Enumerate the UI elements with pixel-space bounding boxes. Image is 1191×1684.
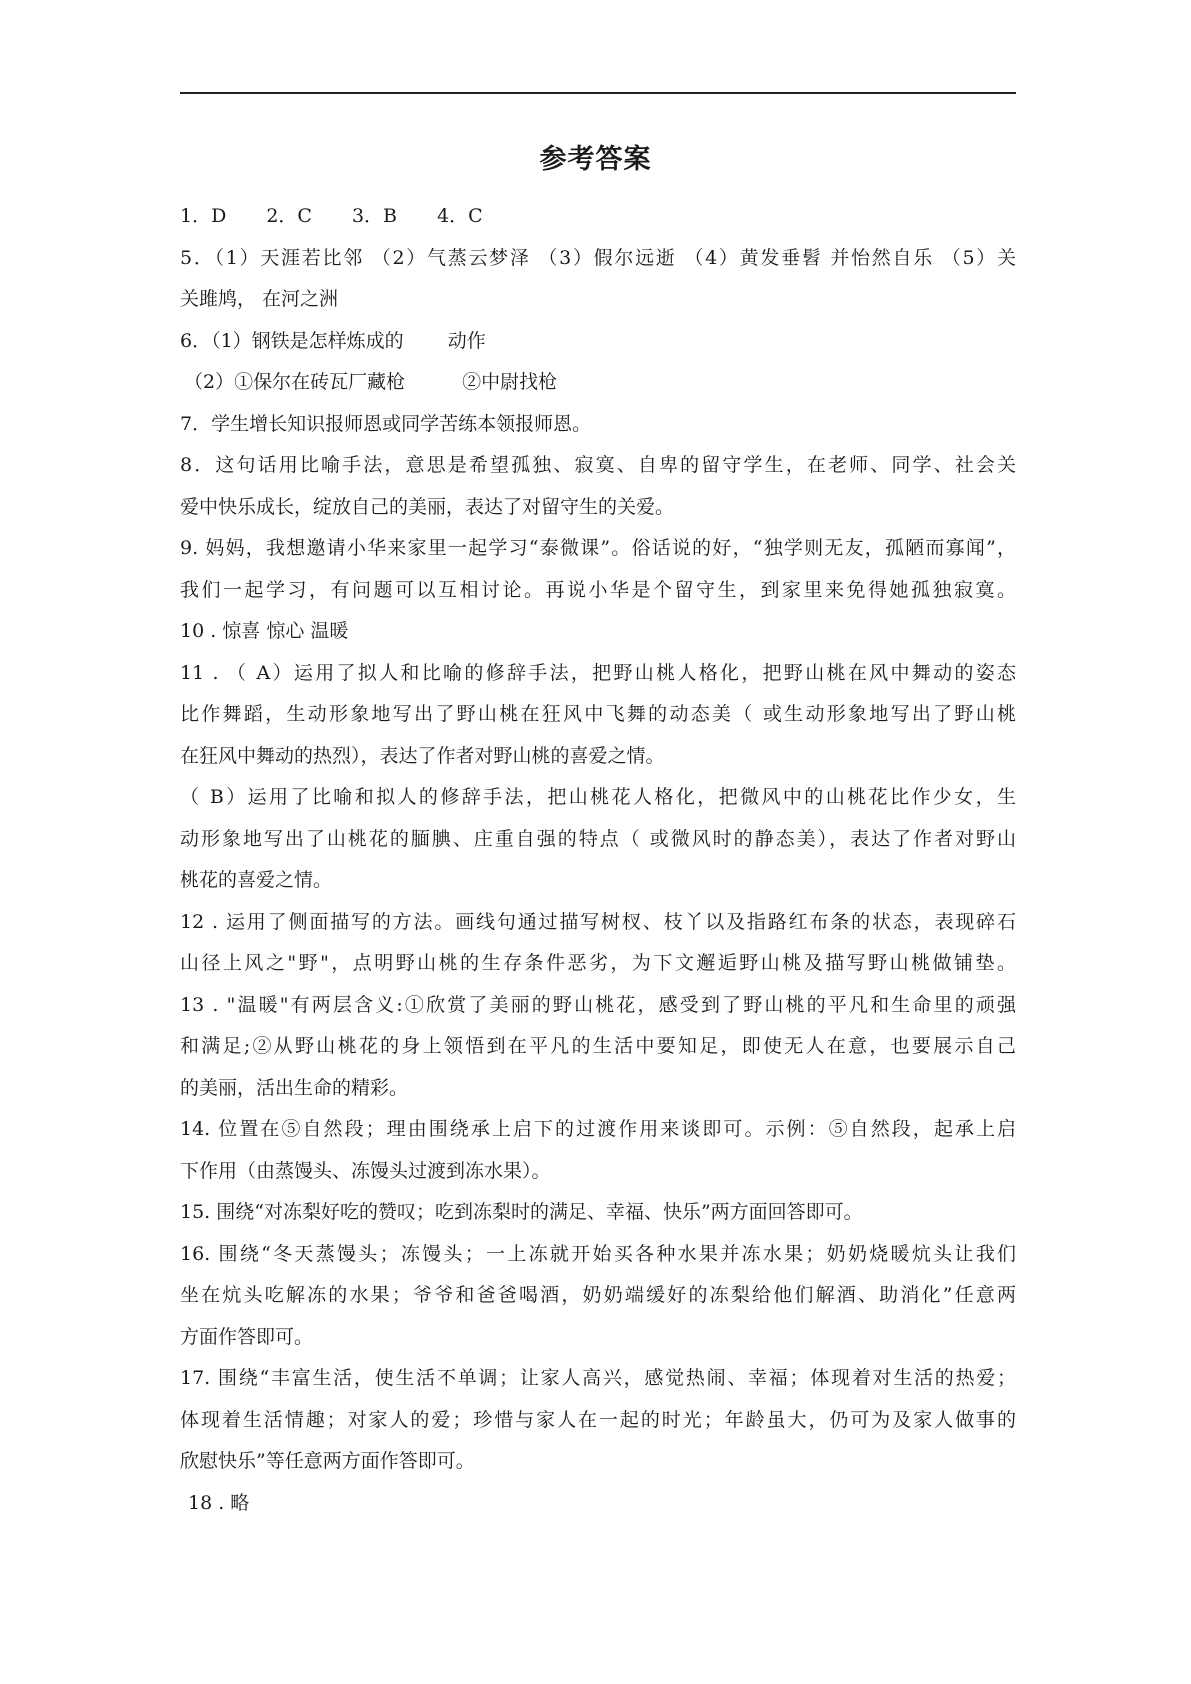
answer-line: 11 . （ A）运用了拟人和比喻的修辞手法，把野山桃人格化，把野山桃在风中舞动的姿态 bbox=[180, 661, 1016, 684]
answer-line: 10 . 惊喜 惊心 温暖 bbox=[180, 620, 349, 642]
answer-line: 山径上风之"野"，点明野山桃的生存条件恶劣，为下文邂逅野山桃及描写野山桃做铺垫。 bbox=[180, 952, 1016, 974]
answer-3: 3．B bbox=[351, 205, 398, 227]
answer-line: 16. 围绕“冬天蒸馒头；冻馒头；一上冻就开始买各种水果并冻水果；奶奶烧暖炕头让我们 bbox=[180, 1242, 1016, 1265]
answer-line: 15. 围绕“对冻梨好吃的赞叹；吃到冻梨时的满足、幸福、快乐”两方面回答即可。 bbox=[180, 1201, 863, 1223]
answer-line: 13 . "温暖"有两层含义:①欣赏了美丽的野山桃花，感受到了野山桃的平凡和生命里的顽强 bbox=[180, 993, 1016, 1016]
answer-line: 在狂风中舞动的热烈），表达了作者对野山桃的喜爱之情。 bbox=[180, 744, 665, 767]
answer-line: 下作用（由蒸馒头、冻馒头过渡到冻水果）。 bbox=[180, 1159, 551, 1182]
answer-line: 6．（1）钢铁是怎样炼成的 动作 bbox=[180, 329, 486, 352]
answer-line: 欣慰快乐”等任意两方面作答即可。 bbox=[180, 1450, 475, 1472]
answer-line: 5．（1）天涯若比邻 （2）气蒸云梦泽 （3）假尔远逝 （4）黄发垂髫 并怡然自乐 （5）关 bbox=[180, 246, 1016, 269]
answer-line: 我们一起学习，有问题可以互相讨论。再说小华是个留守生，到家里来免得她孤独寂寞。 bbox=[180, 578, 1016, 601]
answer-line: 桃花的喜爱之情。 bbox=[180, 869, 333, 891]
answer-line: 9. 妈妈，我想邀请小华来家里一起学习“泰微课”。俗话说的好，“独学则无友，孤陋而寡闻”， bbox=[180, 537, 1016, 559]
answer-content bbox=[180, 196, 1016, 1524]
answer-line: 12 . 运用了侧面描写的方法。画线句通过描写树杈、枝丫以及指路红布条的状态，表现碎石 bbox=[180, 910, 1016, 933]
answer-line: 比作舞蹈，生动形象地写出了野山桃在狂风中飞舞的动态美（ 或生动形象地写出了野山桃 bbox=[180, 703, 1016, 725]
page-title: 参考答案 bbox=[539, 144, 652, 175]
answer-line: 18 . 略 bbox=[188, 1491, 250, 1514]
answer-line: 体现着生活情趣；对家人的爱；珍惜与家人在一起的时光；年龄虽大，仍可为及家人做事的 bbox=[180, 1408, 1016, 1431]
answer-line: 17. 围绕“丰富生活，使生活不单调；让家人高兴，感觉热闹、幸福；体现着对生活的热爱； bbox=[180, 1367, 1016, 1389]
answer-line: 和满足;②从野山桃花的身上领悟到在平凡的生活中要知足，即使无人在意，也要展示自己 bbox=[180, 1035, 1016, 1057]
answer-2: 2．C bbox=[266, 205, 312, 227]
answer-line: 14. 位置在⑤自然段；理由围绕承上启下的过渡作用来谈即可。示例：⑤自然段，起承上启 bbox=[180, 1118, 1016, 1140]
answer-line: 方面作答即可。 bbox=[180, 1325, 314, 1348]
answer-line: 的美丽，活出生命的精彩。 bbox=[180, 1076, 409, 1099]
multiple-choice-answers bbox=[180, 196, 1016, 238]
answer-4: 4．C bbox=[437, 205, 483, 227]
answer-line: 8．这句话用比喻手法，意思是希望孤独、寂寞、自卑的留守学生，在老师、同学、社会关 bbox=[180, 454, 1016, 476]
answer-line: （ B）运用了比喻和拟人的修辞手法，把山桃花人格化，把微风中的山桃花比作少女，生 bbox=[180, 786, 1016, 808]
answer-line: 7．学生增长知识报师恩或同学苦练本领报师恩。 bbox=[180, 412, 592, 435]
answer-line: 关雎鸠， 在河之洲 bbox=[180, 288, 339, 310]
answer-line: 爱中快乐成长，绽放自己的美丽，表达了对留守生的关爱。 bbox=[180, 495, 675, 518]
answer-1: 1．D bbox=[180, 205, 227, 227]
answer-line: 坐在炕头吃解冻的水果；爷爷和爸爸喝酒，奶奶端缓好的冻梨给他们解酒、助消化”任意两 bbox=[180, 1284, 1016, 1306]
answer-line: （2）①保尔在砖瓦厂藏枪 ②中尉找枪 bbox=[184, 371, 558, 393]
header-rule bbox=[180, 92, 1016, 94]
answer-line: 动形象地写出了山桃花的腼腆、庄重自强的特点（ 或微风时的静态美），表达了作者对野山 bbox=[180, 827, 1016, 850]
